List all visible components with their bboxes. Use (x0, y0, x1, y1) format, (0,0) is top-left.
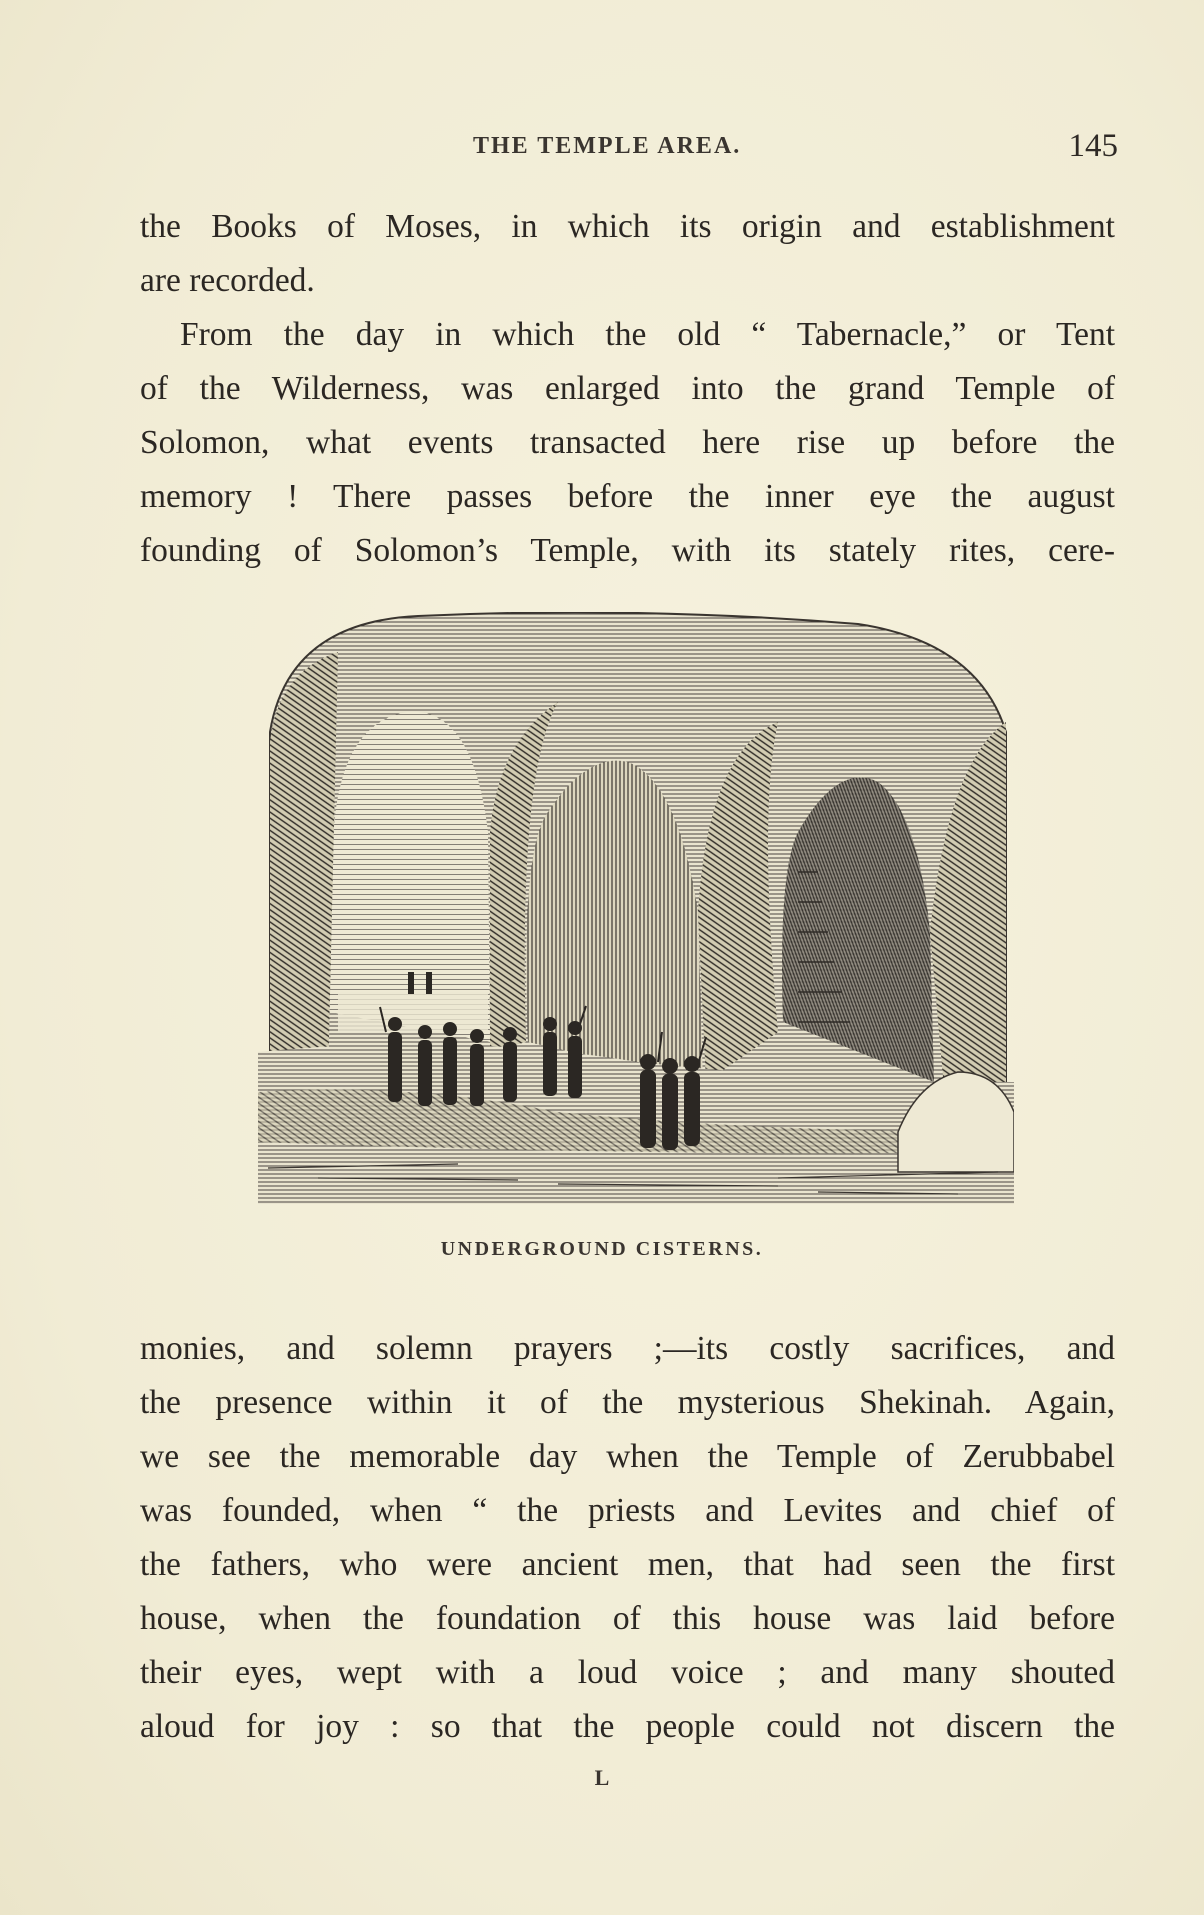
text-line: are recorded. (140, 262, 315, 299)
text-line: was founded, when “ the priests and Levites and chief of (140, 1492, 1115, 1529)
signature-mark: L (594, 1765, 610, 1790)
text-line: memory ! There passes before the inner eye the august (140, 478, 1115, 515)
page-number: 145 (1068, 128, 1118, 164)
text-line: founding of Solomon’s Temple, with its stately rites, cere- (140, 532, 1115, 569)
text-line: we see the memorable day when the Temple of Zerubbabel (140, 1438, 1115, 1475)
running-head (140, 128, 1118, 168)
running-title: THE TEMPLE AREA. (473, 133, 742, 159)
text-line: house, when the foundation of this house was laid before (140, 1600, 1115, 1637)
text-line: the fathers, who were ancient men, that had seen the first (140, 1546, 1115, 1583)
text-line: Solomon, what events transacted here rise up before the (140, 424, 1115, 461)
text-line: From the day in which the old “ Tabernacle,” or Tent (180, 316, 1115, 353)
body-text-bottom (140, 1322, 1115, 1754)
text-line: monies, and solemn prayers ;—its costly sacrifices, and (140, 1330, 1115, 1367)
text-line: of the Wilderness, was enlarged into the grand Temple of (140, 370, 1115, 407)
text-line: the presence within it of the mysterious Shekinah. Again, (140, 1384, 1115, 1421)
figure-caption: UNDERGROUND CISTERNS. (440, 1238, 764, 1260)
text-line: aloud for joy : so that the people could not discern the (140, 1708, 1115, 1745)
text-line: the Books of Moses, in which its origin and establishment (140, 208, 1115, 245)
engraving-illustration (258, 612, 1014, 1204)
text-line: their eyes, wept with a loud voice ; and many shouted (140, 1654, 1115, 1691)
body-text-top (140, 200, 1115, 578)
cistern-engraving (258, 612, 1014, 1204)
